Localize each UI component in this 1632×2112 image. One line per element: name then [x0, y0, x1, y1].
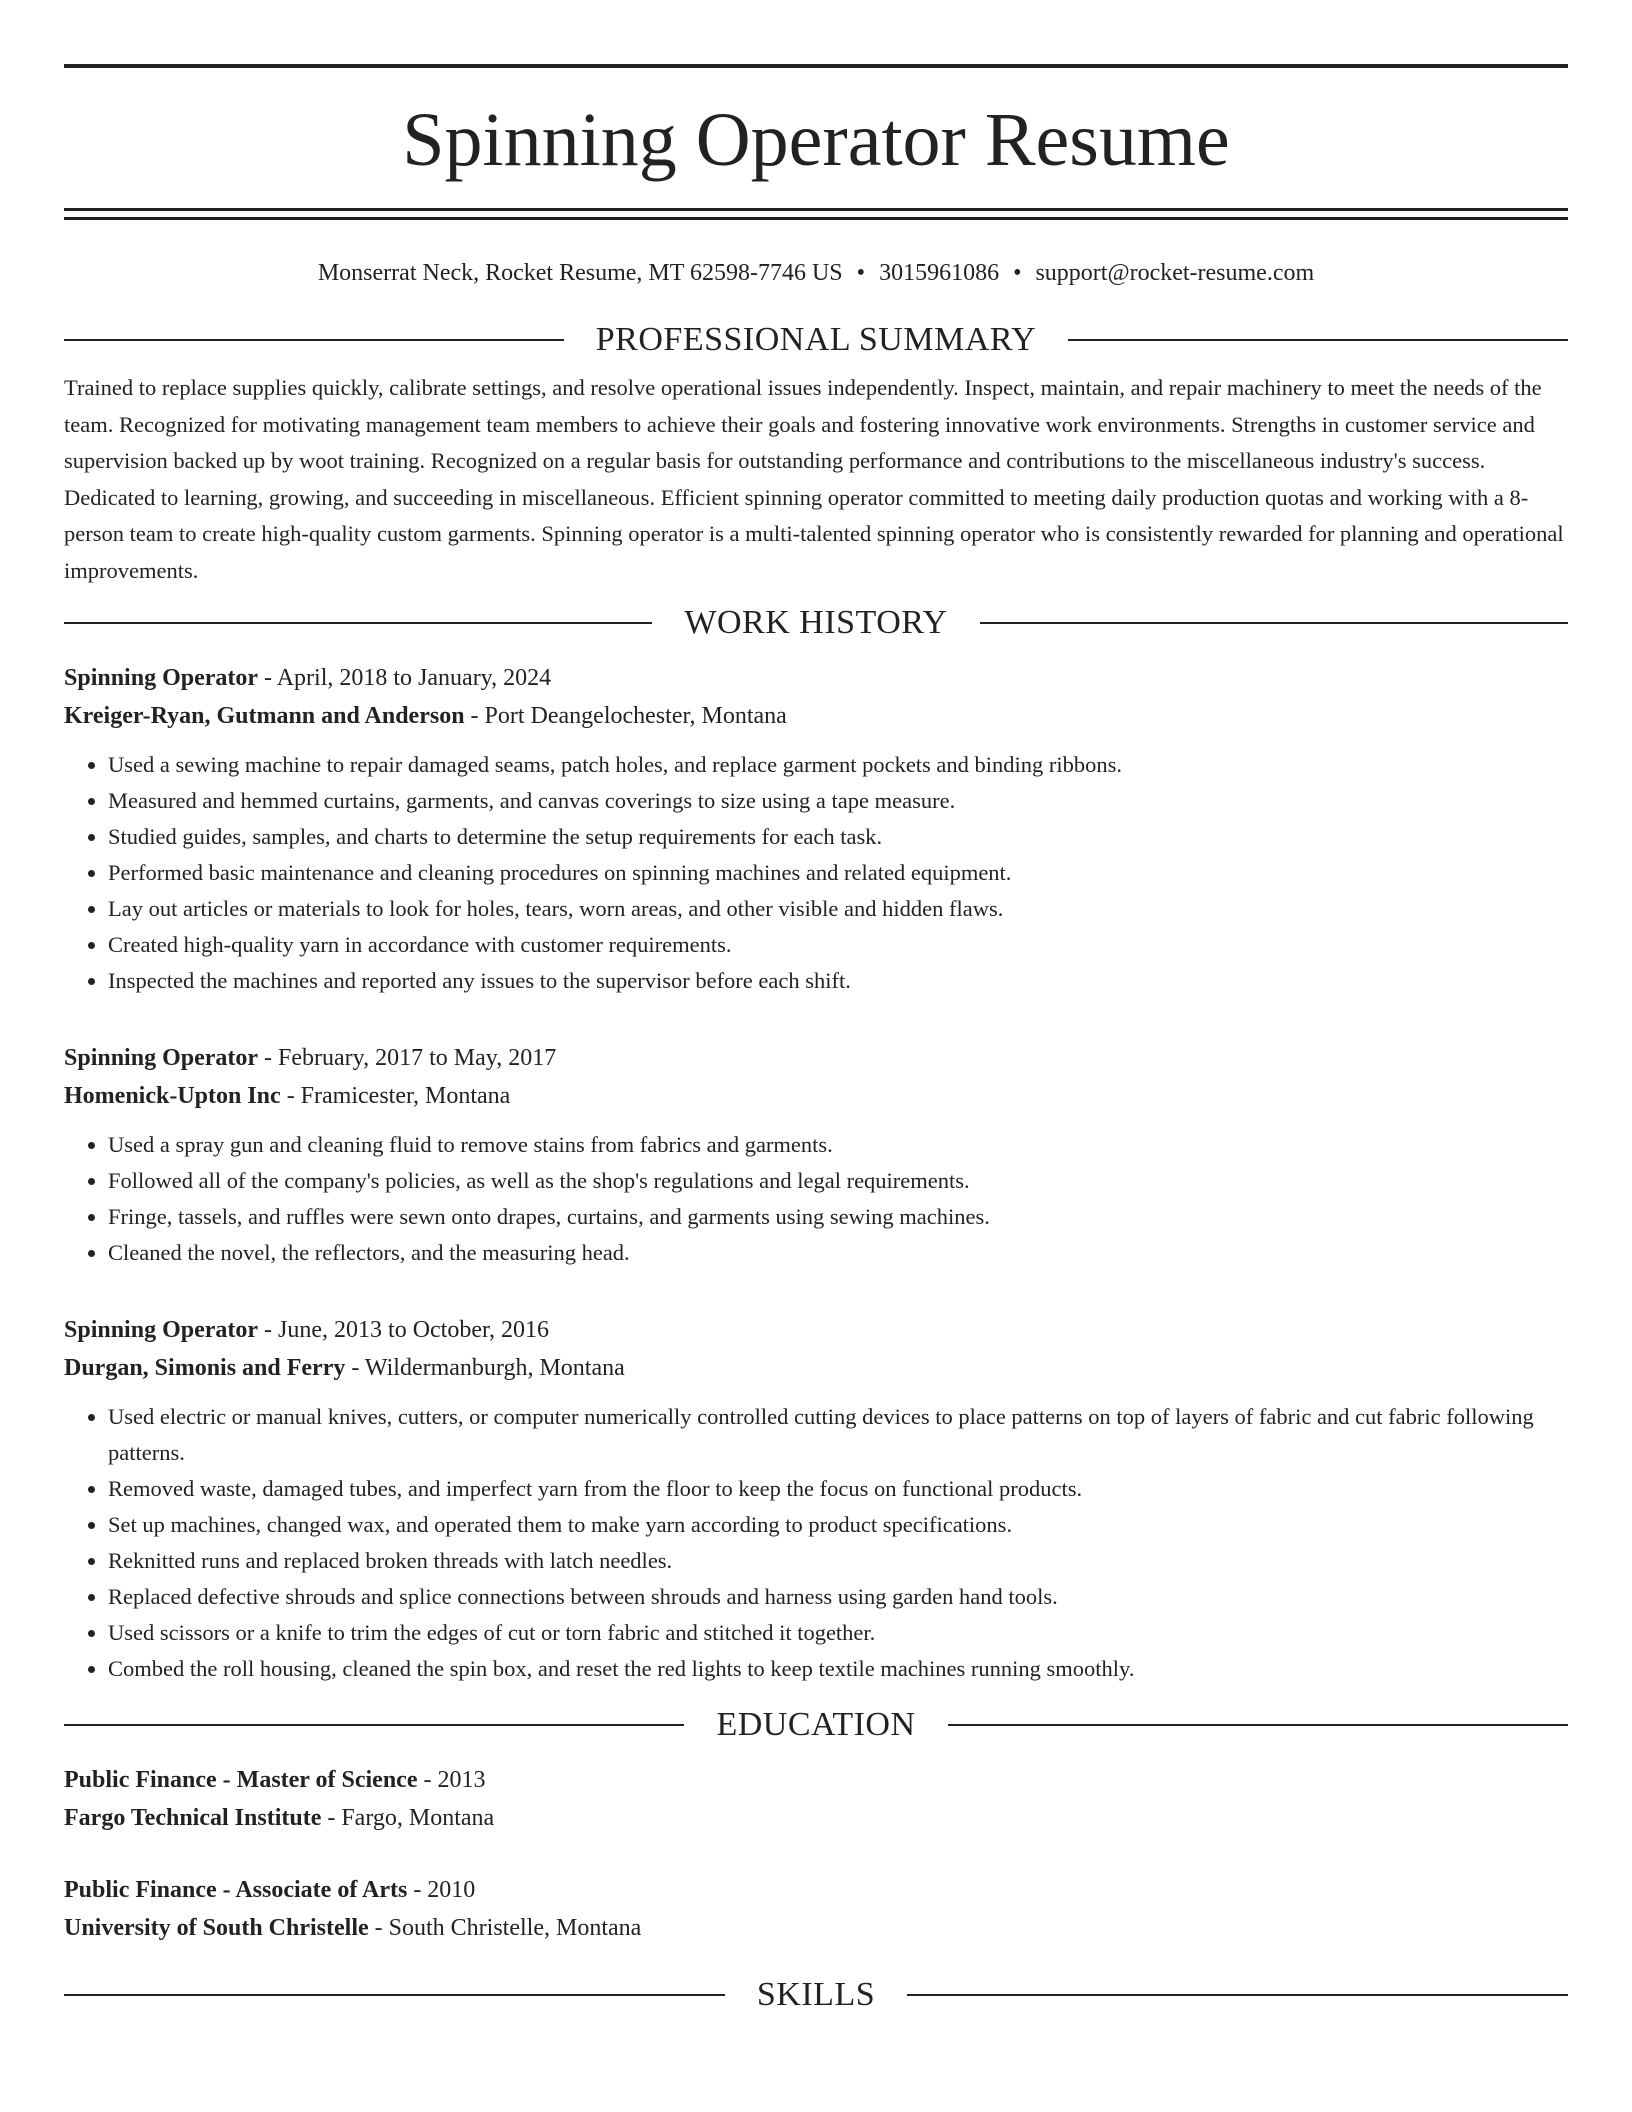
job-company-line	[64, 697, 1568, 735]
job-bullets	[64, 747, 1568, 999]
contact-separator: •	[1013, 260, 1022, 286]
job-title-line	[64, 659, 1568, 697]
job-location: - Port Deangelochester, Montana	[464, 703, 787, 729]
section-title: SKILLS	[756, 1976, 876, 2013]
heading-rule	[64, 622, 652, 624]
section-heading-summary	[64, 322, 1568, 358]
job-location: - Wildermanburgh, Montana	[345, 1355, 625, 1381]
education-entry	[64, 1871, 1568, 1947]
list-item: • Used a sewing machine to repair damaged seams, patch holes, and replace garment pockets and binding ribbons.	[108, 747, 1568, 783]
list-item: • Studied guides, samples, and charts to determine the setup requirements for each task.	[108, 819, 1568, 855]
education-entry	[64, 1761, 1568, 1837]
list-item: • Removed waste, damaged tubes, and imperfect yarn from the floor to keep the focus on functional products.	[108, 1471, 1568, 1507]
job-title-line	[64, 1311, 1568, 1349]
heading-rule	[64, 339, 564, 341]
job-dates: - February, 2017 to May, 2017	[258, 1045, 557, 1071]
job-entry	[64, 659, 1568, 999]
list-item: • Followed all of the company's policies, as well as the shop's regulations and legal requirements.	[108, 1163, 1568, 1199]
list-item: • Set up machines, changed wax, and operated them to make yarn according to product specifications.	[108, 1507, 1568, 1543]
degree-year: - 2010	[407, 1877, 476, 1903]
job-entry	[64, 1311, 1568, 1687]
school-line	[64, 1799, 1568, 1837]
school-location: - Fargo, Montana	[321, 1805, 495, 1831]
heading-rule	[907, 1994, 1568, 1996]
list-item: • Used electric or manual knives, cutters, or computer numerically controlled cutting devices to place patterns on top of layers of fabric and cut fabric following patterns.	[108, 1399, 1568, 1471]
page-title: Spinning Operator Resume	[402, 98, 1230, 182]
heading-rule	[64, 1724, 684, 1726]
job-bullets	[64, 1127, 1568, 1271]
heading-rule	[64, 1994, 725, 1996]
heading-rule	[980, 622, 1568, 624]
contact-email[interactable]: support@rocket-resume.com	[1035, 260, 1315, 286]
section-heading-skills	[64, 1977, 1568, 2013]
section-title: PROFESSIONAL SUMMARY	[595, 321, 1037, 358]
contact-separator: •	[856, 260, 866, 286]
degree: Public Finance - Master of Science	[64, 1767, 418, 1793]
section-title: EDUCATION	[716, 1706, 916, 1743]
summary-paragraph: Trained to replace supplies quickly, calibrate settings, and resolve operational issues independently. Inspect, maintain, and repair machinery to meet the needs of the team. Recognized for motivating management team members to achieve their goals and fostering innovative work environments. Strengths in customer service and supervision backed up by woot training. Recognized on a regular basis for outstanding performance and contributions to the miscellaneous industry's success. Dedicated to learning, growing, and succeeding in miscellaneous. Efficient spinning operator committed to meeting daily production quotas and working with a 8-person team to create high-quality custom garments. Spinning operator is a multi-talented spinning operator who is consistently rewarded for planning and operational improvements.	[64, 375, 1564, 583]
contact-address: Monserrat Neck, Rocket Resume, MT 62598-7746 US	[317, 260, 843, 286]
list-item: • Lay out articles or materials to look for holes, tears, worn areas, and other visible and hidden flaws.	[108, 891, 1568, 927]
section-title: WORK HISTORY	[684, 604, 948, 641]
job-company: Homenick-Upton Inc	[64, 1083, 281, 1109]
job-title: Spinning Operator	[64, 1317, 259, 1343]
degree-line	[64, 1871, 1568, 1909]
job-entry	[64, 1039, 1568, 1271]
list-item: • Fringe, tassels, and ruffles were sewn onto drapes, curtains, and garments using sewing machines.	[108, 1199, 1568, 1235]
job-dates: - April, 2018 to January, 2024	[258, 665, 552, 691]
section-heading-education	[64, 1707, 1568, 1743]
job-company: Kreiger-Ryan, Gutmann and Anderson	[64, 703, 465, 729]
degree-year: - 2013	[417, 1767, 486, 1793]
contact-line	[64, 258, 1568, 288]
school: Fargo Technical Institute	[64, 1805, 322, 1831]
degree-line	[64, 1761, 1568, 1799]
job-company-line	[64, 1077, 1568, 1115]
job-title: Spinning Operator	[64, 665, 259, 691]
list-item: • Combed the roll housing, cleaned the spin box, and reset the red lights to keep textile machines running smoothly.	[108, 1651, 1568, 1687]
job-location: - Framicester, Montana	[280, 1083, 511, 1109]
school: University of South Christelle	[64, 1915, 369, 1941]
list-item: • Replaced defective shrouds and splice connections between shrouds and harness using garden hand tools.	[108, 1579, 1568, 1615]
heading-rule	[948, 1724, 1568, 1726]
list-item: • Performed basic maintenance and cleaning procedures on spinning machines and related equipment.	[108, 855, 1568, 891]
school-line	[64, 1909, 1568, 1947]
job-dates: - June, 2013 to October, 2016	[258, 1317, 550, 1343]
job-bullets	[64, 1399, 1568, 1687]
job-title: Spinning Operator	[64, 1045, 259, 1071]
list-item: • Created high-quality yarn in accordance with customer requirements.	[108, 927, 1568, 963]
job-title-line	[64, 1039, 1568, 1077]
contact-phone: 3015961086	[879, 260, 1000, 286]
list-item: • Cleaned the novel, the reflectors, and the measuring head.	[108, 1235, 1568, 1271]
list-item: • Used a spray gun and cleaning fluid to remove stains from fabrics and garments.	[108, 1127, 1568, 1163]
job-company: Durgan, Simonis and Ferry	[64, 1355, 346, 1381]
list-item: • Used scissors or a knife to trim the edges of cut or torn fabric and stitched it together.	[108, 1615, 1568, 1651]
school-location: - South Christelle, Montana	[368, 1915, 642, 1941]
title-double-rule	[64, 208, 1568, 220]
section-heading-work-history	[64, 605, 1568, 641]
list-item: • Reknitted runs and replaced broken threads with latch needles.	[108, 1543, 1568, 1579]
heading-rule	[1068, 339, 1568, 341]
list-item: • Measured and hemmed curtains, garments, and canvas coverings to size using a tape measure.	[108, 783, 1568, 819]
job-company-line	[64, 1349, 1568, 1387]
list-item: • Inspected the machines and reported any issues to the supervisor before each shift.	[108, 963, 1568, 999]
degree: Public Finance - Associate of Arts	[64, 1877, 408, 1903]
